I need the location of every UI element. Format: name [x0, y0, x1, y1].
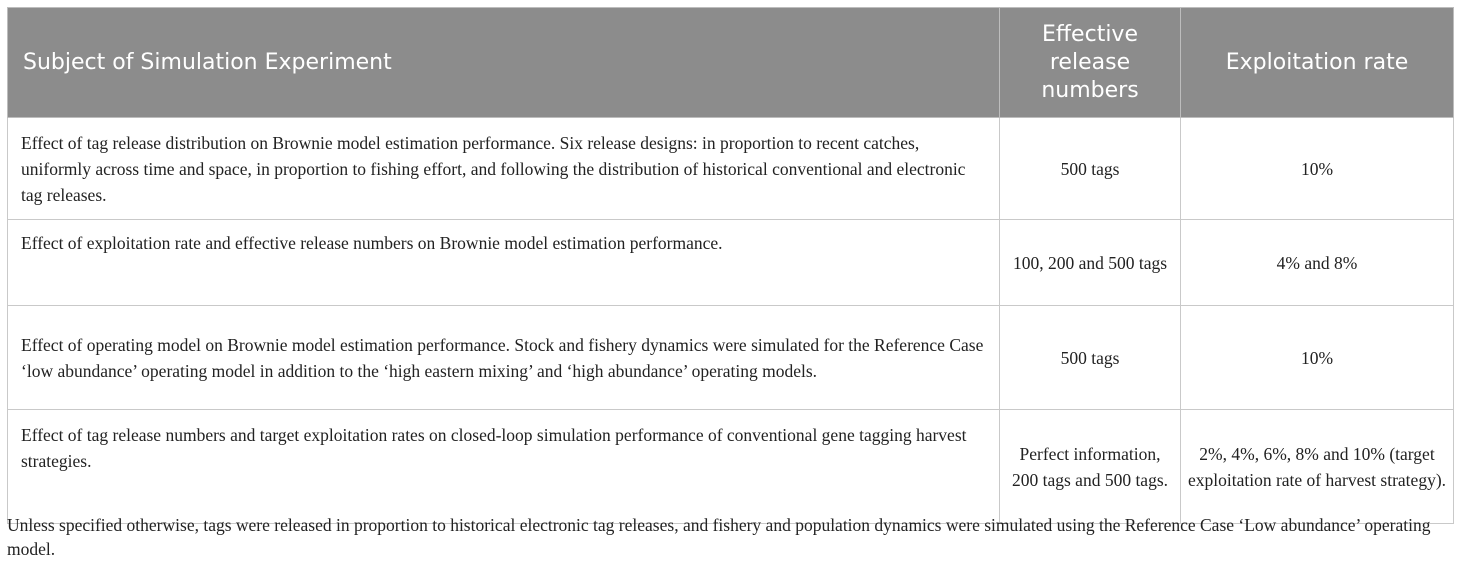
header-exploitation-rate: Exploitation rate: [1181, 8, 1454, 118]
header-release-line: Effective: [1042, 21, 1138, 47]
simulation-experiments-table: [7, 7, 1454, 524]
cell-exploitation-rate: 10%: [1181, 118, 1454, 220]
simulation-experiments-table-container: [7, 7, 1453, 524]
header-release-line: release: [1049, 49, 1131, 75]
cell-exploitation-rate: 10%: [1181, 306, 1454, 410]
cell-subject: Effect of operating model on Brownie model estimation performance. Stock and fishery dynamics were simulated for the Reference Case ‘low abundance’ operating model in addition to the ‘high eastern mixing’ and ‘high abundance’ operating models.: [8, 306, 1000, 410]
header-subject: Subject of Simulation Experiment: [8, 8, 1000, 118]
header-release-line: numbers: [1041, 77, 1139, 103]
cell-exploitation-rate: 2%, 4%, 6%, 8% and 10% (target exploitation rate of harvest strategy).: [1181, 410, 1454, 524]
table-header-row: [8, 8, 1454, 118]
cell-subject: Effect of tag release numbers and target exploitation rates on closed-loop simulation performance of conventional gene tagging harvest strategies.: [8, 410, 1000, 524]
table-row: [8, 118, 1454, 220]
table-row: [8, 410, 1454, 524]
table-footnote: Unless specified otherwise, tags were released in proportion to historical electronic tag releases, and fishery and population dynamics were simulated using the Reference Case ‘Low abundance’ operating model.: [7, 515, 1431, 559]
table-row: [8, 220, 1454, 306]
cell-exploitation-rate: 4% and 8%: [1181, 220, 1454, 306]
cell-release-numbers: 500 tags: [1000, 118, 1181, 220]
cell-release-numbers: Perfect information, 200 tags and 500 tags.: [1000, 410, 1181, 524]
cell-subject: Effect of exploitation rate and effective release numbers on Brownie model estimation performance.: [8, 220, 1000, 306]
header-effective-release-numbers: [1000, 8, 1181, 118]
cell-release-numbers: 100, 200 and 500 tags: [1000, 220, 1181, 306]
cell-subject: Effect of tag release distribution on Brownie model estimation performance. Six release designs: in proportion to recent catches, uniformly across time and space, in proportion to fishing effort, and following the distribution of historical conventional and electronic tag releases.: [8, 118, 1000, 220]
cell-release-numbers: 500 tags: [1000, 306, 1181, 410]
table-row: [8, 306, 1454, 410]
